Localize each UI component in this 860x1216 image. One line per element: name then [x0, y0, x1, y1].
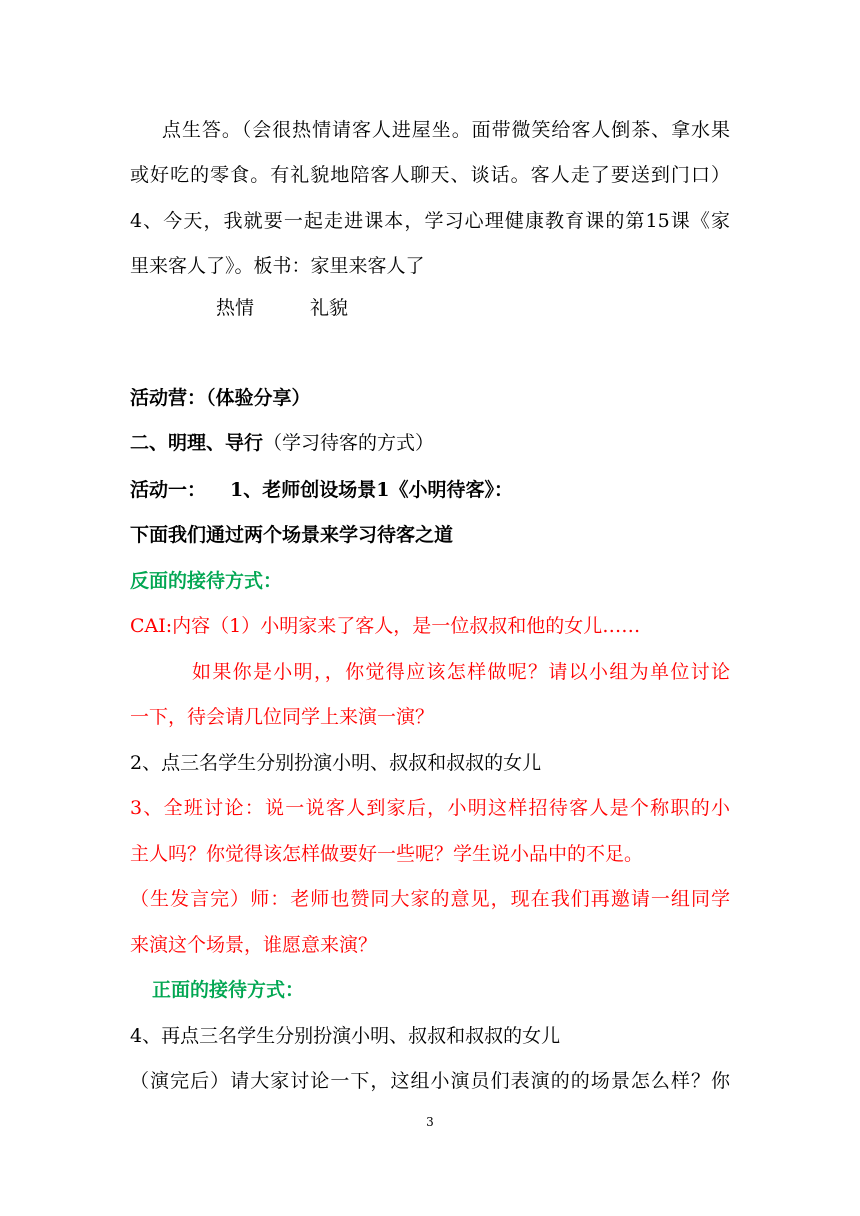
activity-one-line [130, 478, 730, 502]
paragraph-line: 或好吃的零食。有礼貌地陪客人聊天、谈话。客人走了要送到门口） [130, 164, 730, 186]
cai-content-line: CAI:内容（1）小明家来了客人，是一位叔叔和他的女儿…… [130, 615, 641, 637]
teacher-remark-line-cont: 来演这个场景，谁愿意来演？ [130, 934, 378, 956]
heading-text: 二、明理、导行 [130, 432, 264, 454]
board-word-warmth: 热情 [216, 297, 255, 319]
intro-line: 下面我们通过两个场景来学习待客之道 [130, 524, 454, 546]
teacher-remark-line: （生发言完）师：老师也赞同大家的意见，现在我们再邀请一组同学 [130, 888, 730, 910]
step-four-line: 4、再点三名学生分别扮演小明、叔叔和叔叔的女儿 [130, 1025, 561, 1047]
activity-scene: 1、老师创设场景1《小明待客》： [230, 479, 513, 501]
section-heading-two [130, 431, 730, 455]
negative-approach-label: 反面的接待方式： [130, 570, 283, 592]
paragraph-line: 里来客人了》。板书：家里来客人了 [130, 255, 425, 277]
heading-note: （学习待客的方式） [263, 432, 435, 454]
step-three-line-cont: 主人吗？你觉得该怎样做要好一些呢？学生说小品中的不足。 [130, 843, 644, 865]
paragraph-line: 4、今天，我就要一起走进课本，学习心理健康教育课的第15课《家 [130, 210, 730, 232]
positive-approach-label: 正面的接待方式： [152, 979, 305, 1001]
board-word-courtesy: 礼貌 [310, 297, 349, 319]
step-two-line: 2、点三名学生分别扮演小明、叔叔和叔叔的女儿 [130, 752, 542, 774]
paragraph-line: 点生答。（会很热情请客人进屋坐。面带微笑给客人倒茶、拿水果 [162, 119, 730, 141]
discussion-line: （演完后）请大家讨论一下，这组小演员们表演的的场景怎么样？你 [130, 1070, 730, 1092]
page-number: 3 [426, 1115, 434, 1129]
activity-label: 活动一： [130, 479, 207, 501]
section-heading: 活动营：（体验分享） [130, 387, 311, 409]
question-line-cont: 一下，待会请几位同学上来演一演？ [130, 706, 435, 728]
step-three-line: 3、全班讨论：说一说客人到家后，小明这样招待客人是个称职的小 [130, 797, 730, 819]
question-line: 如果你是小明，，你觉得应该怎样做呢？请以小组为单位讨论 [192, 661, 730, 683]
